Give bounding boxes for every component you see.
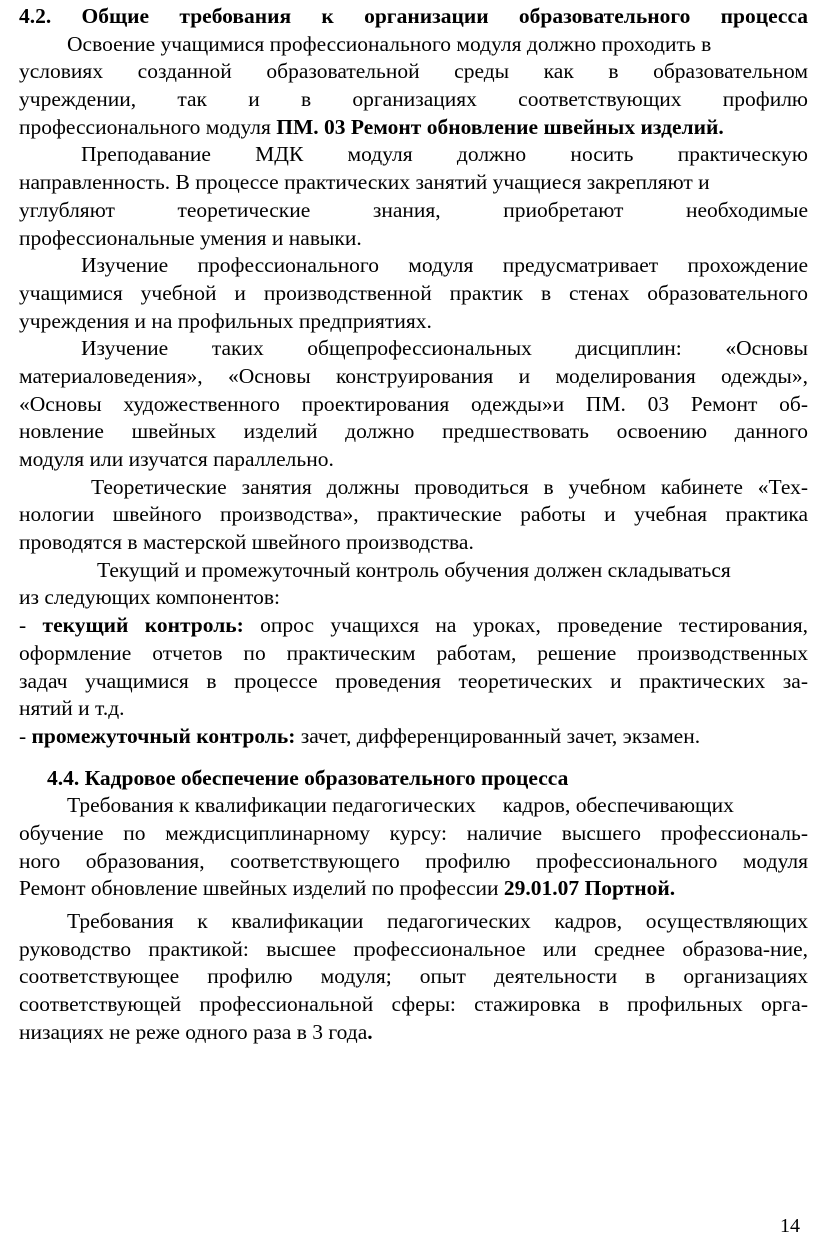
paragraph-line: обучение по междисциплинарному курсу: наличие высшего профессиональ- [19,820,808,845]
section-spacer [19,751,808,765]
paragraph-line: учреждении, так и в организациях соответствующих профилю [19,87,808,112]
text-run: низациях не реже одного раза в 3 года [19,1019,368,1044]
paragraph-line: направленность. В процессе практических занятий учащиеся закрепляют и [19,170,710,195]
paragraph-line: нятий и т.д. [19,696,125,721]
current-control-label: текущий контроль: [42,613,244,638]
paragraph-line: задач учащимися в процессе проведения теоретических и практических за- [19,668,808,693]
paragraph-line [19,875,808,903]
paragraph-line: Преподавание МДК модуля должно носить практическую [81,142,808,167]
section-heading-4-2: 4.2. Общие требования к организации образовательного процесса [19,4,808,28]
page-number: 14 [780,1215,800,1237]
list-item-interim-control [19,723,808,751]
paragraph-line: учащимися учебной и производственной практик в стенах образовательного [19,280,808,305]
list-item-current-control [19,612,808,640]
paragraph-line: Текущий и промежуточный контроль обучения должен складываться [97,557,731,582]
paragraph-line: условиях созданной образовательной среды как в образовательном [19,59,808,84]
document-page [19,3,808,1046]
paragraph-line: Теоретические занятия должны проводиться в учебном кабинете «Тех- [91,474,808,499]
paragraph-line: углубляют теоретические знания, приобретают необходимые [19,197,808,222]
paragraph-line: материаловедения», «Основы конструирования и моделирования одежды», [19,363,808,388]
paragraph-line: Требования к квалификации педагогических кадров, обеспечивающих [67,793,734,818]
text-run: Ремонт обновление швейных изделий по профессии [19,876,504,901]
paragraph-line: ного образования, соответствующего профилю профессионального модуля [19,848,808,873]
paragraph-line: Освоение учащимися профессионального модуля должно проходить в [67,31,712,56]
module-title: ПМ. 03 Ремонт обновление швейных изделий. [276,114,724,139]
paragraph-line: Требования к квалификации педагогических кадров, осуществляющих [67,909,808,933]
paragraph-line: оформление отчетов по практическим работам, решение производственных [19,640,808,665]
paragraph-line: «Основы художественного проектирования одежды»и ПМ. 03 Ремонт об- [19,391,808,416]
paragraph-line: Изучение профессионального модуля предусматривает прохождение [81,253,808,278]
paragraph-line: нологии швейного производства», практические работы и учебная практика [19,502,808,527]
paragraph-line [19,1019,808,1047]
paragraph-line: модуля или изучатся параллельно. [19,447,334,471]
paragraph-line [19,114,808,142]
list-dash: - [19,723,32,748]
list-dash: - [19,613,43,638]
interim-control-label: промежуточный контроль: [31,723,296,748]
paragraph-line: соответствующее профилю модуля; опыт деятельности в организациях [19,964,808,989]
paragraph-line: Изучение таких общепрофессиональных дисциплин: «Основы [81,336,808,361]
text-run: профессионального модуля [19,114,277,139]
paragraph-line: соответствующей профессиональной сферы: стажировка в профильных орга- [19,992,808,1017]
paragraph-line: из следующих компонентов: [19,585,280,610]
paragraph-line: руководство практикой: высшее профессиональное или среднее образова-ние, [19,936,808,961]
paragraph-line: профессиональные умения и навыки. [19,225,362,250]
paragraph-line: проводятся в мастерской швейного производства. [19,530,474,555]
paragraph-line: учреждения и на профильных предприятиях. [19,308,432,333]
text-run: зачет, дифференцированный зачет, экзамен. [295,723,701,748]
text-run: опрос учащихся на уроках, проведение тестирования, [243,613,808,638]
section-heading-4-4: 4.4. Кадровое обеспечение образовательного процесса [47,765,569,790]
text-run-bold: . [367,1019,373,1044]
profession-code: 29.01.07 Портной. [503,876,676,901]
paragraph-line: новление швейных изделий должно предшествовать освоению данного [19,419,808,444]
